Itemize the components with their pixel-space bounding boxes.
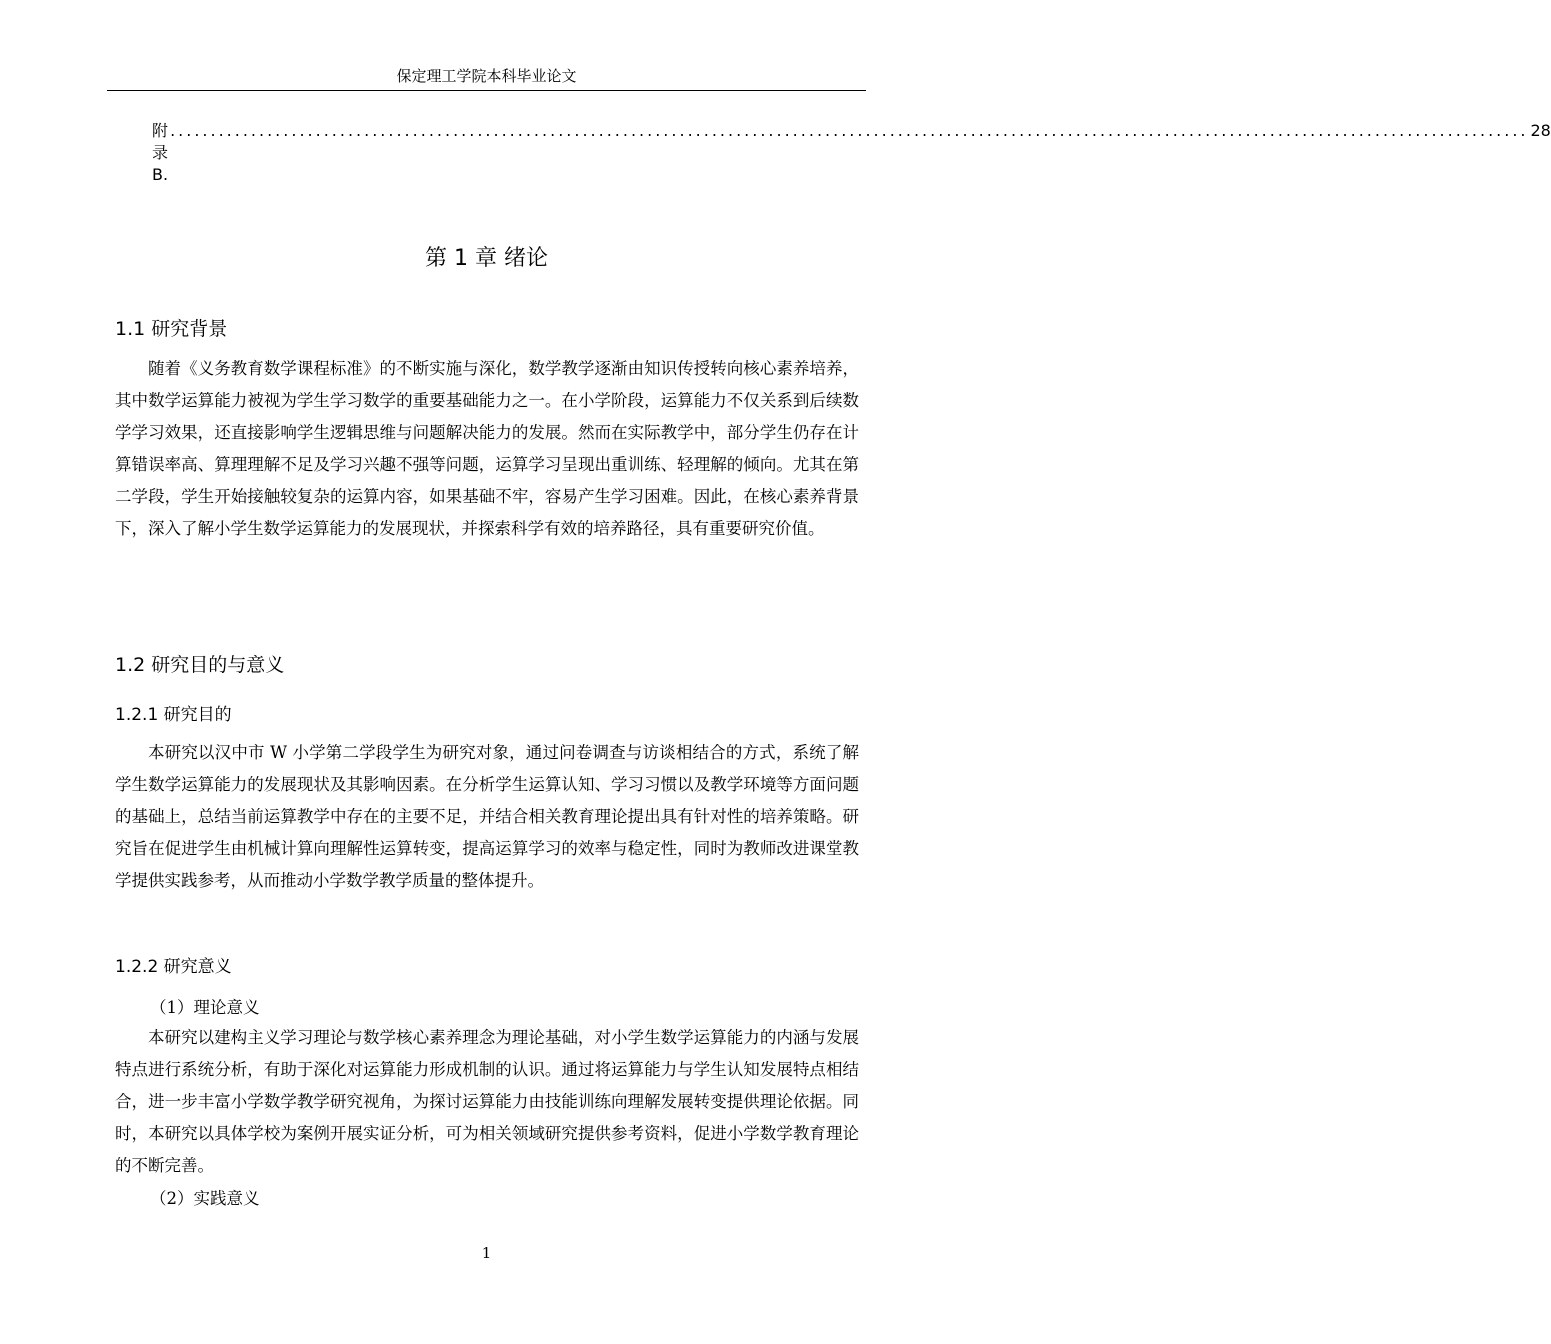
- item-theory-significance: （1）理论意义: [150, 998, 260, 1017]
- item-practice-significance: （2）实践意义: [150, 1189, 260, 1208]
- toc-entry-page: 28: [1530, 121, 1551, 140]
- section-heading-1-2: 1.2 研究目的与意义: [115, 654, 285, 676]
- toc-leader-dots: ........................................................................................................................................................................: [170, 121, 1529, 140]
- section-1-1-paragraph: 随着《义务教育数学课程标准》的不断实施与深化，数学教学逐渐由知识传授转向核心素养培养，其中数学运算能力被视为学生学习数学的重要基础能力之一。在小学阶段，运算能力不仅关系到后续数学学习效果，还直接影响学生逻辑思维与问题解决能力的发展。然而在实际教学中，部分学生仍存在计算错误率高、算理理解不足及学习兴趣不强等问题，运算学习呈现出重训练、轻理解的倾向。尤其在第二学段，学生开始接触较复杂的运算内容，如果基础不牢，容易产生学习困难。因此，在核心素养背景下，深入了解小学生数学运算能力的发展现状，并探索科学有效的培养路径，具有重要研究价值。: [115, 359, 859, 538]
- toc-entry-label: 附录 B.: [152, 121, 169, 184]
- toc-entry-appendix-b[interactable]: [152, 120, 1551, 186]
- section-1-2-1-paragraph: 本研究以汉中市 W 小学第二学段学生为研究对象，通过问卷调查与访谈相结合的方式，系统了解学生数学运算能力的发展现状及其影响因素。在分析学生运算认知、学习习惯以及教学环境等方面问题的基础上，总结当前运算教学中存在的主要不足，并结合相关教育理论提出具有针对性的培养策略。研究旨在促进学生由机械计算向理解性运算转变，提高运算学习的效率与稳定性，同时为教师改进课堂教学提供实践参考，从而推动小学数学教学质量的整体提升。: [115, 743, 859, 890]
- section-heading-1-2-1: 1.2.1 研究目的: [115, 705, 232, 725]
- section-heading-1-1: 1.1 研究背景: [115, 318, 228, 340]
- chapter-title: 第 1 章 绪论: [425, 246, 548, 271]
- page-number: 1: [481, 1244, 492, 1262]
- section-heading-1-2-2: 1.2.2 研究意义: [115, 957, 232, 977]
- theory-significance-paragraph: 本研究以建构主义学习理论与数学核心素养理念为理论基础，对小学生数学运算能力的内涵与发展特点进行系统分析，有助于深化对运算能力形成机制的认识。通过将运算能力与学生认知发展特点相结合，进一步丰富小学数学教学研究视角，为探讨运算能力由技能训练向理解发展转变提供理论依据。同时，本研究以具体学校为案例开展实证分析，可为相关领域研究提供参考资料，促进小学数学教育理论的不断完善。: [115, 1028, 859, 1175]
- header-divider: [107, 90, 866, 91]
- page-header-title: 保定理工学院本科毕业论文: [396, 67, 577, 85]
